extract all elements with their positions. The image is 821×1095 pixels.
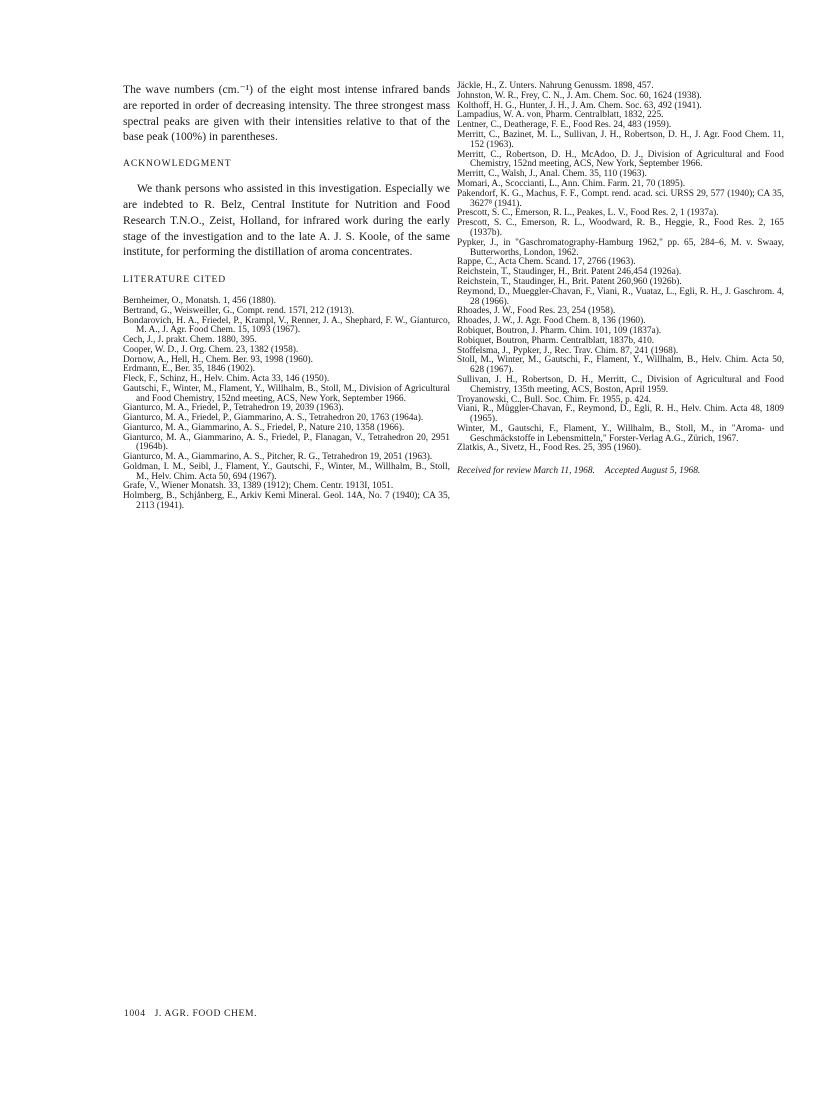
accepted-date: Accepted August 5, 1968. [604,466,701,477]
reference-item: Bernheimer, O., Monatsh. 1, 456 (1880). [123,296,276,307]
reference-item: Viani, R., Müggler-Chavan, F., Reymond, D., Egli, R. H., Helv. Chim. Acta 48, 1809 (1965). [457,404,784,425]
reference-item: Reymond, D., Mueggler-Chavan, F., Viani, R., Vuataz, L., Egli, R. H., J. Gaschrom. 4, 28 (1966). [457,286,784,307]
reference-item: Pakendorf, K. G., Machus, F. F., Compt. rend. acad. sci. URSS 29, 577 (1940); CA 35, 3627⁸ (1941). [457,188,784,209]
reference-item: Lentner, C., Deatherage, F. E., Food Res. 24, 483 (1959). [457,120,672,131]
reference-item: Troyanowski, C., Bull. Soc. Chim. Fr. 1955, p. 424. [457,394,651,405]
reference-item: Johnston, W. R., Frey, C. N., J. Am. Chem. Soc. 60, 1624 (1938). [457,90,702,101]
right-column [457,82,784,476]
reference-item: Stoffelsma, J., Pypker, J., Rec. Trav. Chim. 87, 241 (1968). [457,345,679,356]
reference-item: Bondarovich, H. A., Friedel, P., Krampl, V., Renner, J. A., Shephard, F. W., Gianturco, M. A., J. Agr. Food Chem. 15, 1093 (1967). [123,315,450,336]
reference-item: Merritt, C., Robertson, D. H., McAdoo, D. J., Division of Agricultural and Food Chemistry, 152nd meeting, ACS, New York, September 1966. [457,149,784,170]
intro-section [123,82,450,145]
reference-item: Gianturco, M. A., Giammarino, A. S., Pitcher, R. G., Tetrahedron 19, 2051 (1963). [123,452,433,463]
reference-item: Goldman, I. M., Seibl, J., Flament, Y., Gautschi, F., Winter, M., Willhalm, B., Stoll, M., Helv. Chim. Acta 50, 694 (1967). [123,461,450,482]
reference-item: Robiquet, Boutron, J. Pharm. Chim. 101, 109 (1837a). [457,325,662,336]
reference-item: Gianturco, M. A., Friedel, P., Tetrahedron 19, 2039 (1963). [123,403,344,414]
reference-item: Fleck, F., Schinz, H., Helv. Chim. Acta 33, 146 (1950). [123,374,330,385]
reference-item: Robiquet, Boutron, Pharm. Centralblatt, 1837b, 410. [457,335,655,346]
reference-item: Momari, A., Scoccianti, L., Ann. Chim. Farm. 21, 70 (1895). [457,178,686,189]
reference-item: Sullivan, J. H., Robertson, D. H., Merritt, C., Division of Agricultural and Food Chemistry, 135th meeting, ACS, Boston, April 1959. [457,374,784,395]
reference-item: Rhoades, J. W., Food Res. 23, 254 (1958). [457,306,616,317]
reference-item: Stoll, M., Winter, M., Gautschi, F., Flament, Y., Willhalm, B., Helv. Chim. Acta 50, 628 (1967). [457,355,784,376]
journal-name: J. AGR. FOOD CHEM. [154,1008,258,1019]
reference-item: Bertrand, G., Weisweiller, G., Compt. rend. 157I, 212 (1913). [123,305,354,316]
page-footer [124,1008,257,1019]
reference-item: Prescott, S. C., Emerson, R. L., Woodward, R. B., Heggie, R., Food Res. 2, 165 (1937b). [457,218,784,238]
reference-list-left [123,297,450,512]
reference-item: Cech, J., J. prakt. Chem. 1880, 395. [123,335,257,346]
left-column [123,82,450,512]
reference-item: Gianturco, M. A., Giammarino, A. S., Friedel, P., Flanagan, V., Tetrahedron 20, 2951 (1964b). [123,432,450,453]
reference-item: Zlatkis, A., Sivetz, H., Food Res. 25, 395 (1960). [457,443,642,454]
reference-item: Rhoades, J. W., J. Agr. Food Chem. 8, 136 (1960). [457,316,646,327]
reference-item: Merritt, C., Bazinet, M. L., Sullivan, J. H., Robertson, D. H., J. Agr. Food Chem. 11, 152 (1963). [457,129,784,150]
reference-item: Holmberg, B., Schjånberg, E., Arkiv Kemi Mineral. Geol. 14A, No. 7 (1940); CA 35, 2113 (1941). [123,491,450,511]
reference-item: Kolthoff, H. G., Hunter, J. H., J. Am. Chem. Soc. 63, 492 (1941). [457,100,702,111]
reference-item: Erdmann, E., Ber. 35, 1846 (1902). [123,364,256,375]
reference-item: Gianturco, M. A., Friedel, P., Giammarino, A. S., Tetrahedron 20, 1763 (1964a). [123,413,424,424]
reference-item: Merritt, C., Walsh, J., Anal. Chem. 35, 110 (1963). [457,169,647,180]
reference-item: Jäckle, H., Z. Unters. Nahrung Genussm. 1898, 457. [457,81,654,91]
reference-item: Rappe, C., Acta Chem. Scand. 17, 2766 (1963). [457,257,636,268]
intro-paragraph: The wave numbers (cm.⁻¹) of the eight most intense infrared bands are reported in order of decreasing intensity. The three strongest mass spectral peaks are given with their intensities relative to that of the base peak (100%) in parentheses. [123,83,450,144]
literature-heading: LITERATURE CITED [123,274,227,286]
received-note [457,466,784,476]
reference-item: Prescott, S. C., Emerson, R. L., Peakes, L. V., Food Res. 2, 1 (1937a). [457,208,719,219]
reference-item: Winter, M., Gautschi, F., Flament, Y., Willhalm, B., Stoll, M., in "Aroma- und Geschmäckstoffe in Lebensmitteln," Forster-Verlag A.G., Zürich, 1967. [457,423,784,444]
reference-item: Reichstein, T., Staudinger, H., Brit. Patent 260,960 (1926b). [457,276,682,287]
acknowledgment-text: We thank persons who assisted in this investigation. Especially we are indebted to R. Belz, Central Institute for Nutrition and Food Research T.N.O., Zeist, Holland, for infrared work during the early stage of the investigation and to the late A. J. S. Koole, of the same institute, for performing the distillation of aroma concentrates. [123,182,450,259]
reference-list-right [457,82,784,454]
reference-item: Pypker, J., in "Gaschromatography-Hamburg 1962," pp. 65, 284–6, M. v. Swaay, Butterworths, London, 1962. [457,237,784,258]
reference-item: Gianturco, M. A., Giammarino, A. S., Friedel, P., Nature 210, 1358 (1966). [123,422,405,433]
reference-item: Grafe, V., Wiener Monatsh. 33, 1389 (1912); Chem. Centr. 1913I, 1051. [123,481,394,492]
reference-item: Dornow, A., Hell, H., Chem. Ber. 93, 1998 (1960). [123,354,313,365]
received-date: Received for review March 11, 1968. [457,466,595,477]
reference-item: Cooper, W. D., J. Org. Chem. 23, 1382 (1958). [123,344,299,355]
reference-item: Lampadius, W. A. von, Pharm. Centralblatt, 1832, 225. [457,110,664,121]
page-number: 1004 [124,1008,146,1019]
reference-item: Gautschi, F., Winter, M., Flament, Y., Willhalm, B., Stoll, M., Division of Agricultural and Food Chemistry, 152nd meeting, ACS, New York, September 1966. [123,383,450,404]
acknowledgment-heading: ACKNOWLEDGMENT [123,158,232,170]
reference-item: Reichstein, T., Staudinger, H., Brit. Patent 246,454 (1926a). [457,267,682,278]
